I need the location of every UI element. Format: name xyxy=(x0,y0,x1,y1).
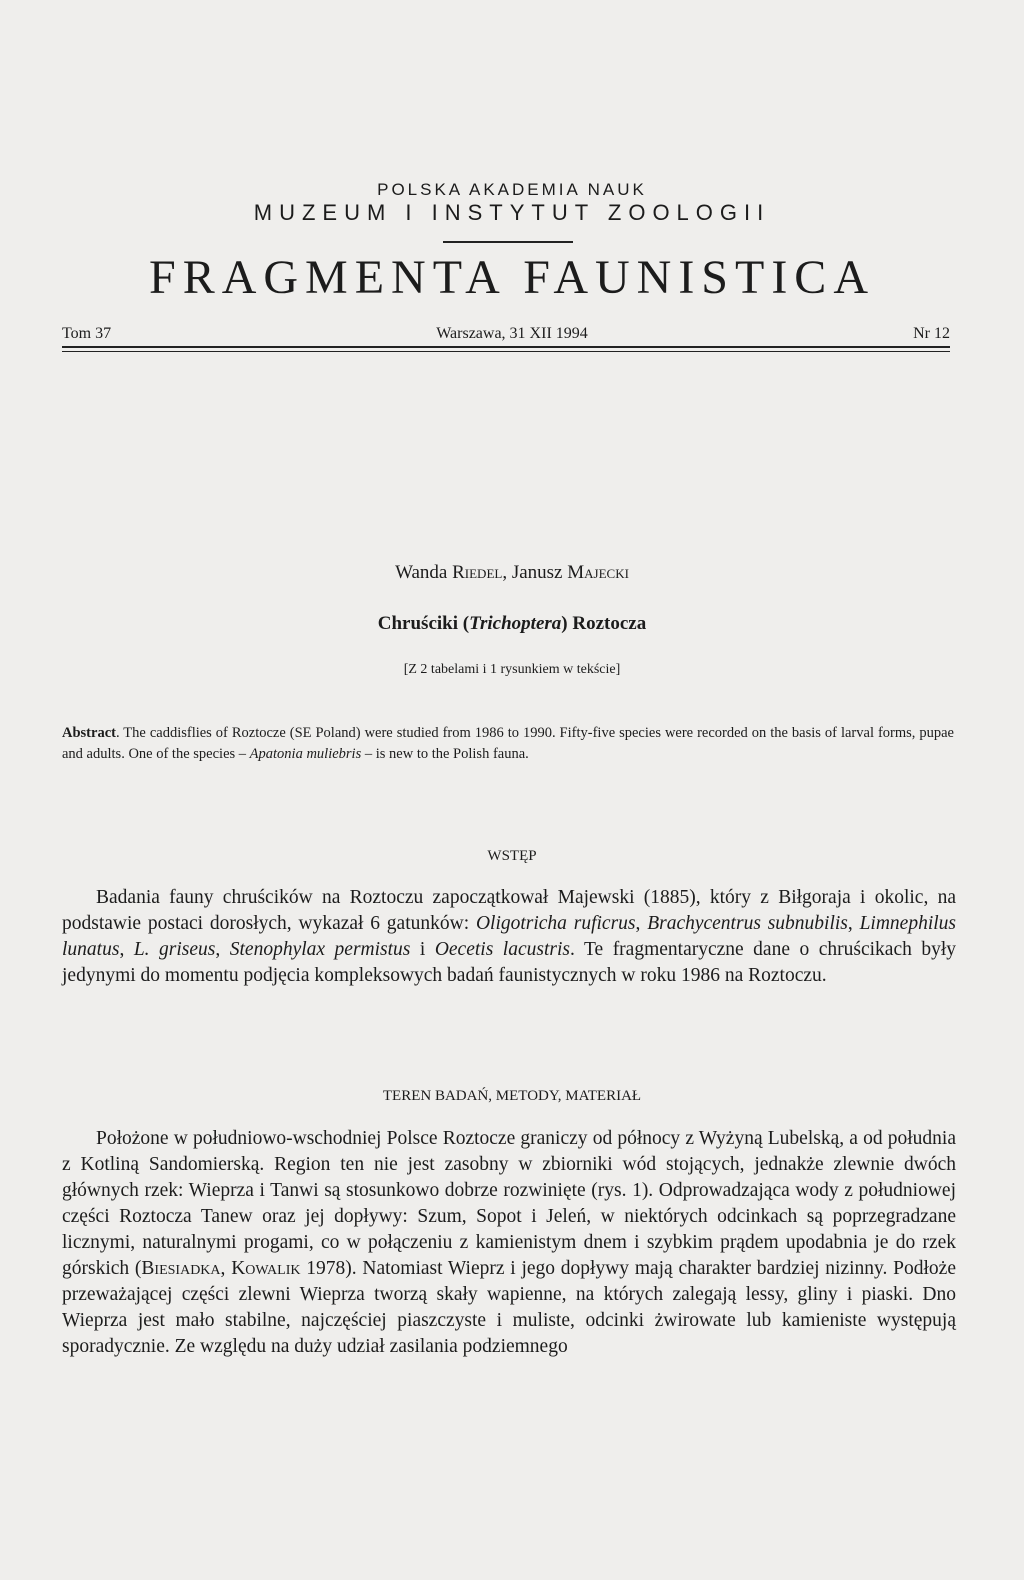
methods-text-start: Położone w południowo-wschodniej Polsce Roztocze graniczy od północy z Wyżyną Lubelską, a od południa z Kotliną Sandomierską. Region ten nie jest zasobny w zbiorniki wód stojących, jednakże zlewnie dwóch głównych rzek: Wieprza i Tanwi są stosunkowo dobrze rozwinięte (rys. 1). Odprowadzająca wody z południowej części Roztocza Tanew oraz jej dopływy: Szum, Sopot i Jeleń, w niektórych odcinkach są poprzegradzane licznymi, naturalnymi progami, co w połączeniu z kamienistym dnem i szybkim prądem upodabnia je do rzek górskich ( xyxy=(62,1128,956,1279)
article-title xyxy=(0,613,1024,635)
species-name: Stenophylax permistus xyxy=(229,939,411,960)
section-heading-introduction: WSTĘP xyxy=(487,848,537,864)
species-name: Oligotricha ruficrus xyxy=(475,913,636,934)
citation-author: Kowalik xyxy=(231,1258,301,1279)
title-taxon: Trichoptera xyxy=(469,613,562,634)
species-name: Limnephilus lunatus xyxy=(62,913,957,960)
author-separator: , xyxy=(502,562,512,583)
academy-name: POLSKA AKADEMIA NAUK xyxy=(377,180,647,199)
species-name: Oecetis lacustris xyxy=(434,939,570,960)
intro-text-end: . Te fragmentaryczne dane o chruścikach były jedynymi do momentu podjęcia kompleksowych badań faunistycznych w roku 1986 na Roztoczu. xyxy=(62,939,957,986)
intro-paragraph xyxy=(62,885,956,989)
author2-surname: Majecki xyxy=(567,562,629,583)
list-separator: , xyxy=(847,913,860,934)
author1-surname: Riedel xyxy=(452,562,503,583)
author2-first-name: Janusz xyxy=(511,562,568,583)
species-name: Brachycentrus subnubilis xyxy=(647,913,848,934)
list-separator: , xyxy=(119,939,134,960)
abstract-label: Abstract xyxy=(62,725,116,741)
header-divider xyxy=(443,241,573,243)
author1-first-name: Wanda xyxy=(395,562,453,583)
abstract-text-end: – is new to the Polish fauna. xyxy=(361,746,529,762)
citation-author: Biesiadka xyxy=(141,1258,221,1279)
section-heading-methods: TEREN BADAŃ, METODY, MATERIAŁ xyxy=(382,1088,642,1104)
journal-title: FRAGMENTA FAUNISTICA xyxy=(149,251,875,304)
masthead-rule-thick xyxy=(62,346,950,348)
abstract-species: Apatonia muliebris xyxy=(249,746,362,762)
article-subtitle: [Z 2 tabelami i 1 rysunkiem w tekście] xyxy=(403,662,621,677)
abstract xyxy=(62,723,954,765)
title-end: ) Roztocza xyxy=(561,613,647,634)
list-separator: , xyxy=(215,939,230,960)
abstract-text: . The caddisflies of Roztocze (SE Poland) were studied from 1986 to 1990. Fifty-five species were recorded on the basis of larval forms, pupae and adults. One of the species – xyxy=(62,725,954,762)
methods-paragraph xyxy=(62,1126,956,1360)
institute-name: MUZEUM I INSTYTUT ZOOLOGII xyxy=(253,200,771,225)
dateline: Warszawa, 31 XII 1994 xyxy=(436,325,588,342)
issue-number: Nr 12 xyxy=(913,325,950,342)
species-name: L. griseus xyxy=(133,939,216,960)
list-separator: i xyxy=(410,939,435,960)
volume-label: Tom 37 xyxy=(62,325,112,342)
title-start: Chruściki ( xyxy=(377,613,470,634)
masthead-rule-thin xyxy=(62,351,950,352)
article-authors xyxy=(0,562,1024,584)
intro-text-start: Badania fauny chruścików na Roztoczu zapoczątkował Majewski (1885), który z Biłgoraja i okolic, na podstawie postaci dorosłych, wykazał 6 gatunków: xyxy=(62,887,956,934)
list-separator: , xyxy=(635,913,648,934)
methods-text-end: 1978). Natomiast Wieprz i jego dopływy mają charakter bardziej nizinny. Podłoże przeważającej części zlewni Wieprza tworzą skały wapienne, na których zalegają lessy, gliny i piaski. Dno Wieprza jest mało stabilne, najczęściej piaszczyste i muliste, odcinki żwirowate lub kamieniste występują sporadycznie. Ze względu na duży udział zasilania podziemnego xyxy=(62,1258,956,1357)
citation-separator: , xyxy=(220,1258,232,1279)
